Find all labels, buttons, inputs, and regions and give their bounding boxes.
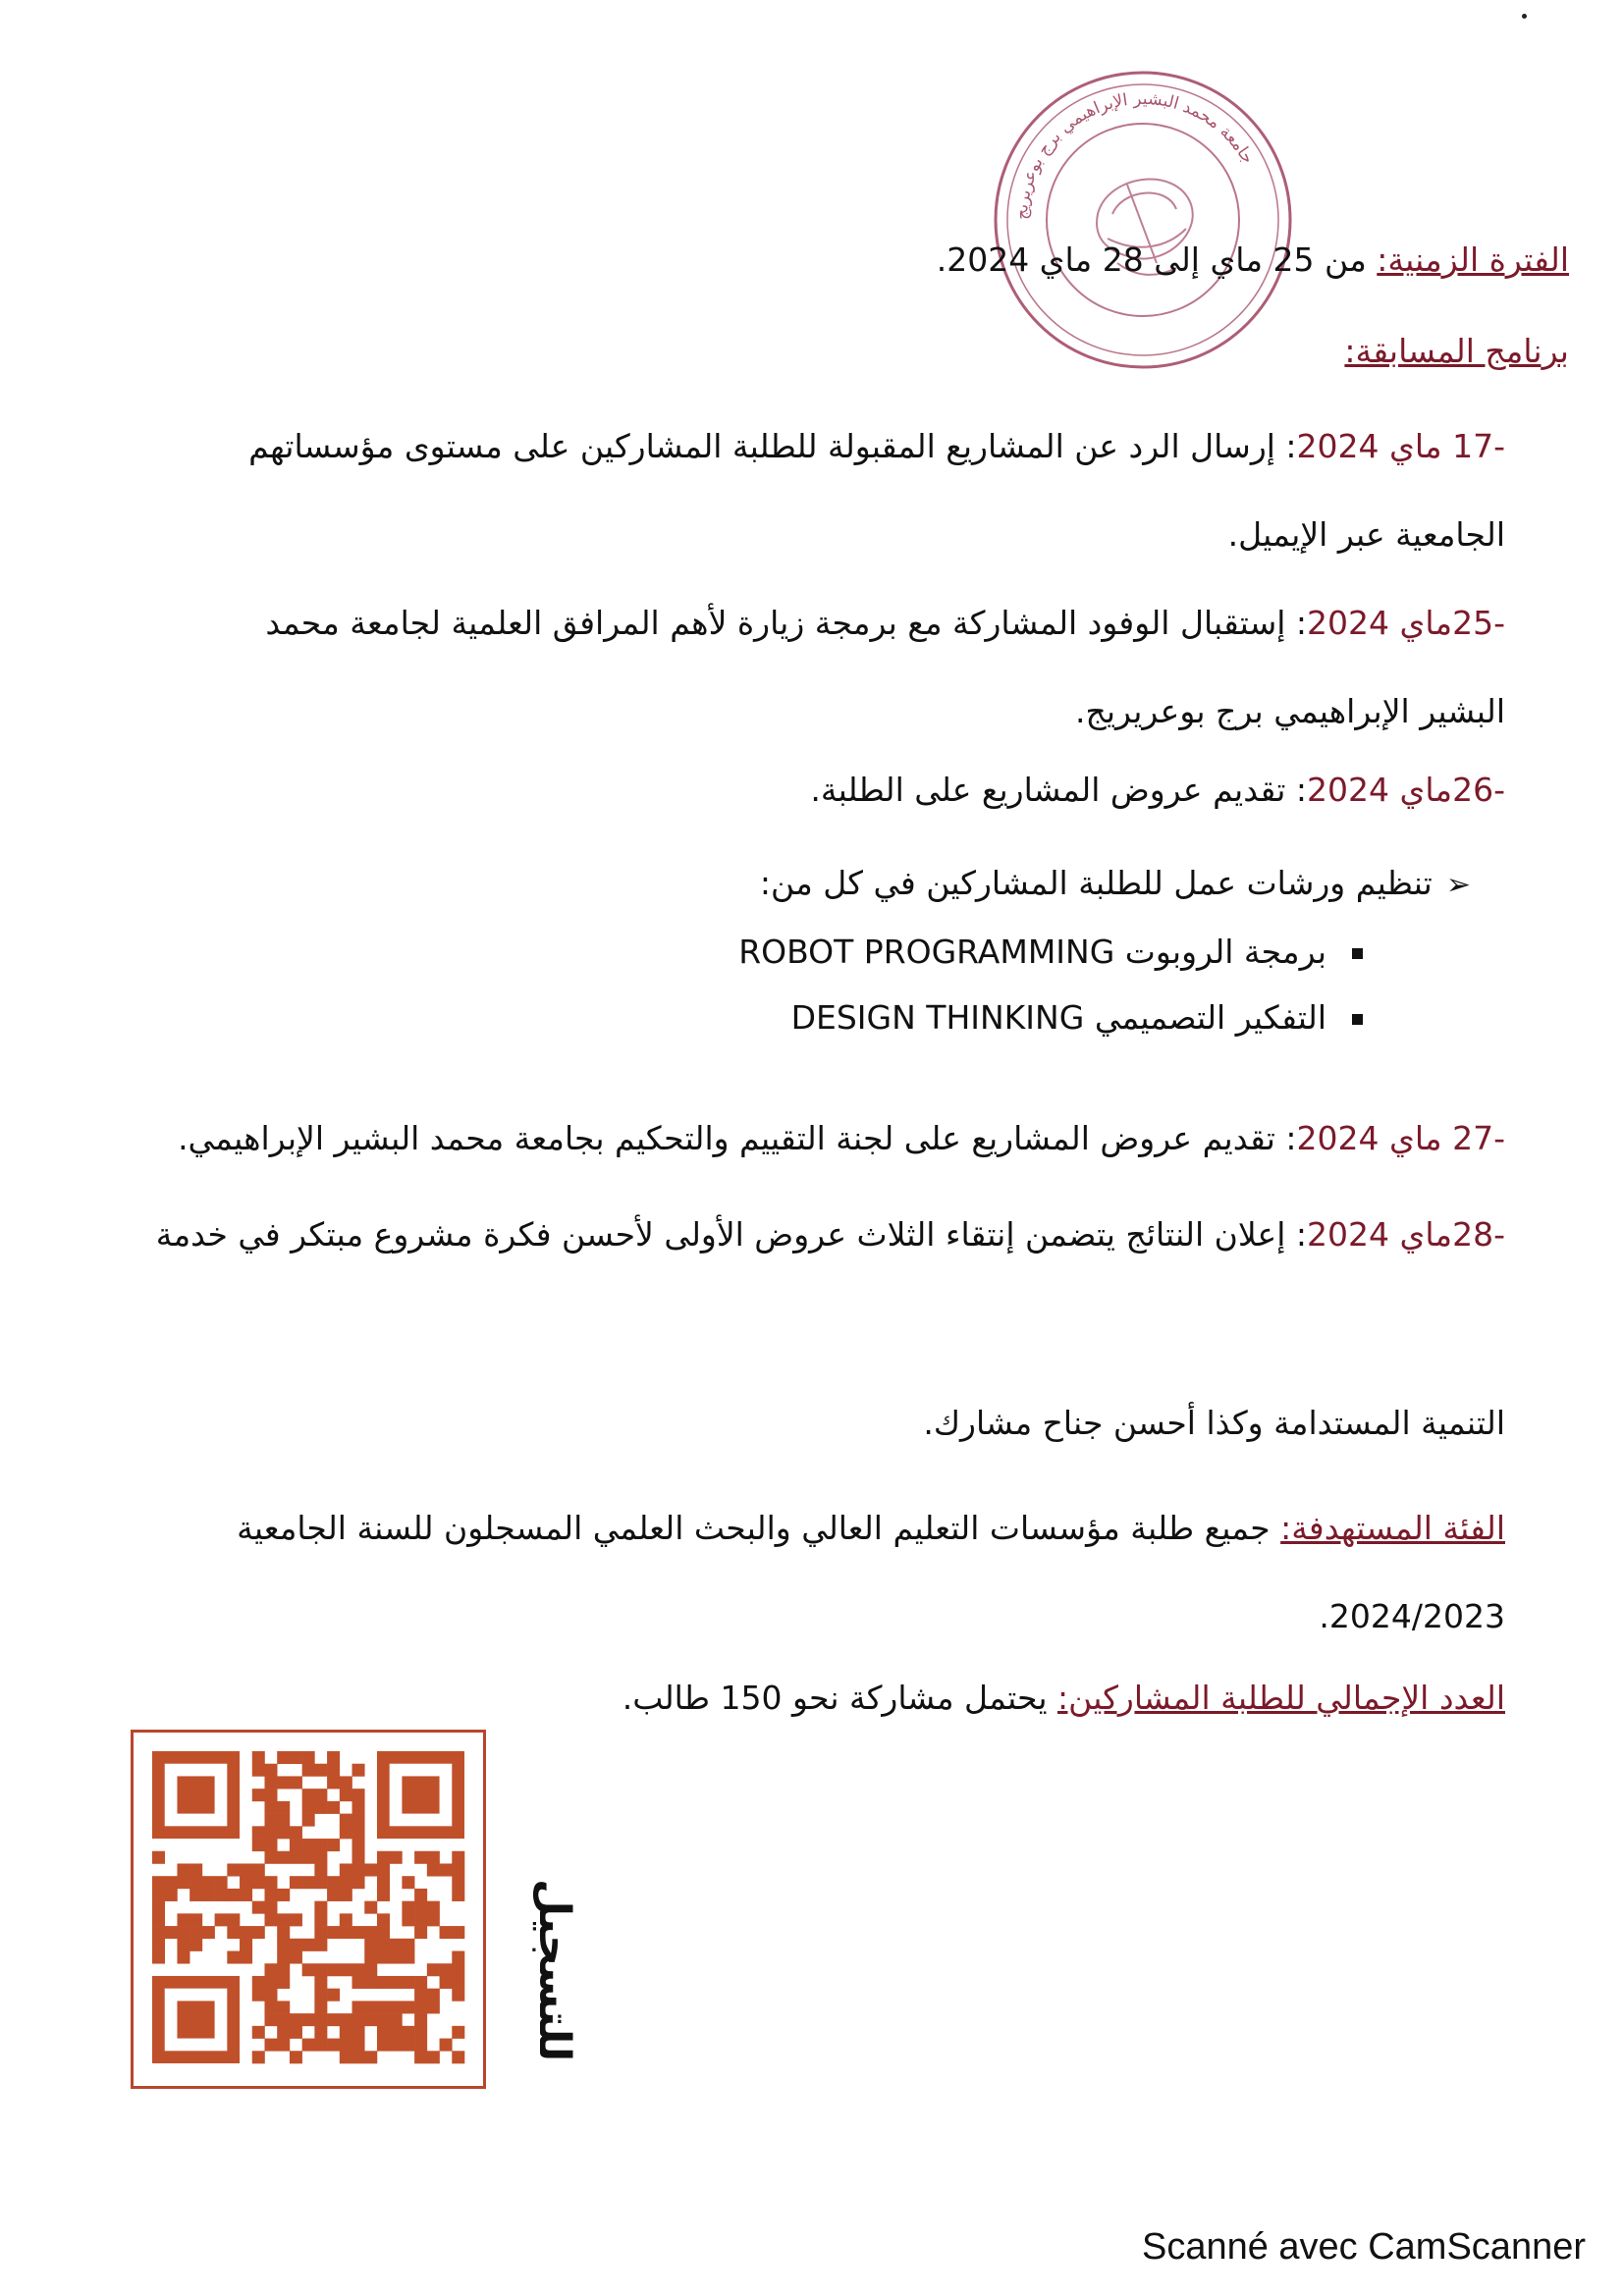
qr-module <box>390 2013 403 2026</box>
qr-module <box>302 1963 315 1976</box>
qr-module <box>189 1863 202 1876</box>
qr-module <box>452 1989 464 2002</box>
qr-module <box>264 1826 277 1839</box>
qr-module <box>264 1963 277 1976</box>
schedule-date: -28ماي 2024 <box>1307 1215 1505 1254</box>
qr-module <box>314 1863 327 1876</box>
qr-module <box>277 1926 290 1939</box>
schedule-date: -26ماي 2024 <box>1307 771 1505 809</box>
qr-module <box>414 2001 427 2013</box>
qr-module <box>202 1876 215 1889</box>
period-label: الفترة الزمنية: <box>1377 240 1569 279</box>
qr-finder-core <box>177 1776 214 1813</box>
qr-module <box>277 1913 290 1926</box>
workshops-intro-text: تنظيم ورشات عمل للطلبة المشاركين في كل من: <box>759 864 1433 902</box>
qr-finder-core <box>177 2001 214 2038</box>
qr-module <box>277 2026 290 2039</box>
qr-module <box>177 1926 189 1939</box>
qr-module <box>314 1764 327 1777</box>
qr-module <box>302 2039 315 2052</box>
qr-module <box>414 2013 427 2026</box>
qr-module <box>377 1863 390 1876</box>
qr-module <box>452 1851 464 1864</box>
qr-module <box>314 2013 327 2026</box>
qr-module <box>427 2051 440 2063</box>
qr-module <box>364 2013 377 2026</box>
qr-module <box>352 2013 365 2026</box>
qr-module <box>377 1939 390 1951</box>
qr-module <box>352 1963 365 1976</box>
qr-module <box>327 1926 340 1939</box>
qr-module <box>352 2051 365 2063</box>
schedule-text: : إعلان النتائج يتضمن إنتقاء الثلاث عروض الأولى لأحسن فكرة مشروع مبتكر في خدمة <box>155 1215 1308 1254</box>
qr-module <box>452 1876 464 1889</box>
qr-module <box>252 2026 265 2039</box>
qr-module <box>390 2001 403 2013</box>
qr-module <box>440 1863 453 1876</box>
qr-module <box>352 1926 365 1939</box>
qr-module <box>177 1913 189 1926</box>
qr-module <box>240 1939 252 1951</box>
qr-module <box>327 1876 340 1889</box>
qr-module <box>340 1963 352 1976</box>
qr-module <box>327 1963 340 1976</box>
qr-module <box>252 1839 265 1851</box>
qr-module <box>314 1939 327 1951</box>
qr-module <box>215 1913 228 1926</box>
qr-module <box>364 2051 377 2063</box>
qr-module <box>227 1951 240 1964</box>
qr-module <box>314 1801 327 1814</box>
qr-module <box>264 1814 277 1827</box>
qr-module <box>277 1963 290 1976</box>
qr-module <box>264 2013 277 2026</box>
qr-module <box>290 1839 302 1851</box>
qr-code-graphic <box>131 1730 486 2089</box>
qr-module <box>452 1963 464 1976</box>
qr-module <box>252 1976 265 1989</box>
qr-module <box>327 1764 340 1777</box>
qr-module <box>277 1826 290 1839</box>
qr-module <box>215 1889 228 1901</box>
schedule-item-25 <box>199 579 1505 756</box>
qr-module <box>377 1976 390 1989</box>
qr-module <box>177 1876 189 1889</box>
qr-module <box>264 1901 277 1914</box>
qr-module <box>264 1976 277 1989</box>
qr-module <box>364 1939 377 1951</box>
qr-module <box>264 1801 277 1814</box>
qr-module <box>277 1976 290 1989</box>
qr-module <box>352 2026 365 2039</box>
qr-module <box>340 1863 352 1876</box>
qr-module <box>452 1976 464 1989</box>
qr-module <box>452 1951 464 1964</box>
qr-module <box>264 2001 277 2013</box>
schedule-item-26 <box>810 771 1505 810</box>
qr-module <box>314 1789 327 1801</box>
qr-module <box>290 2051 302 2063</box>
qr-module <box>377 1876 390 1889</box>
qr-module <box>252 1764 265 1777</box>
camscanner-watermark: Scanné avec CamScanner <box>1141 2226 1586 2268</box>
qr-module <box>314 1839 327 1851</box>
qr-module <box>189 1876 202 1889</box>
qr-module <box>352 1789 365 1801</box>
qr-module <box>290 2013 302 2026</box>
qr-module <box>440 1976 453 1989</box>
qr-module <box>314 1901 327 1914</box>
qr-module <box>402 2001 414 2013</box>
qr-module <box>364 1976 377 1989</box>
schedule-date: -27 ماي 2024 <box>1296 1119 1505 1157</box>
qr-module <box>402 1913 414 1926</box>
qr-module <box>152 1889 165 1901</box>
qr-module <box>327 1776 340 1789</box>
total-label: العدد الإجمالي للطلبة المشاركين: <box>1057 1679 1505 1717</box>
qr-module <box>152 1951 165 1964</box>
qr-module <box>414 1889 427 1901</box>
qr-module <box>377 2013 390 2026</box>
qr-module <box>340 1926 352 1939</box>
qr-module <box>277 2013 290 2026</box>
qr-module <box>390 2026 403 2039</box>
qr-module <box>264 1989 277 2002</box>
qr-module <box>352 1851 365 1864</box>
qr-module <box>440 1963 453 1976</box>
qr-module <box>290 1939 302 1951</box>
qr-module <box>327 1889 340 1901</box>
qr-module <box>352 2039 365 2052</box>
schedule-date: -25ماي 2024 <box>1307 604 1505 642</box>
qr-module <box>414 1901 427 1914</box>
qr-module <box>277 2039 290 2052</box>
schedule-item-28 <box>156 1215 1505 1255</box>
qr-module <box>452 1889 464 1901</box>
qr-module <box>152 1901 165 1914</box>
qr-module <box>302 1814 315 1827</box>
qr-module <box>340 1889 352 1901</box>
qr-module <box>327 1751 340 1764</box>
qr-module <box>177 1951 189 1964</box>
qr-module <box>252 1751 265 1764</box>
qr-module <box>377 1926 390 1939</box>
qr-module <box>452 1926 464 1939</box>
qr-module <box>165 1889 178 1901</box>
workshop-item <box>791 998 1363 1038</box>
qr-module <box>240 1863 252 1876</box>
qr-module <box>402 1951 414 1964</box>
qr-module <box>390 1939 403 1951</box>
qr-module <box>252 1901 265 1914</box>
qr-module <box>227 1913 240 1926</box>
qr-module <box>390 1976 403 1989</box>
qr-module <box>240 1951 252 1964</box>
qr-finder-core <box>402 1776 439 1813</box>
qr-module <box>327 1989 340 2002</box>
qr-module <box>290 1851 302 1864</box>
qr-module <box>440 1926 453 1939</box>
qr-module <box>314 1976 327 1989</box>
qr-module <box>377 1951 390 1964</box>
qr-module <box>302 1839 315 1851</box>
qr-module <box>327 1801 340 1814</box>
program-heading <box>1344 332 1569 371</box>
qr-module <box>427 1901 440 1914</box>
qr-module <box>264 2039 277 2052</box>
qr-module <box>390 1951 403 1964</box>
qr-module <box>189 1889 202 1901</box>
qr-module <box>314 1851 327 1864</box>
qr-module <box>352 1764 365 1777</box>
qr-module <box>189 1913 202 1926</box>
qr-module <box>264 1913 277 1926</box>
registration-label: للتسجيل <box>529 1878 579 2061</box>
qr-module <box>414 1926 427 1939</box>
total-participants <box>622 1679 1505 1718</box>
qr-module <box>240 1876 252 1889</box>
workshop-en: DESIGN THINKING <box>790 998 1085 1037</box>
qr-module <box>427 1863 440 1876</box>
qr-module <box>314 1876 327 1889</box>
qr-module <box>252 1789 265 1801</box>
qr-module <box>252 1826 265 1839</box>
total-text: يحتمل مشاركة نحو 150 طالب. <box>622 1679 1058 1717</box>
qr-module <box>152 1926 165 1939</box>
qr-module <box>452 1863 464 1876</box>
qr-module <box>264 1889 277 1901</box>
scan-speck <box>1522 14 1527 19</box>
qr-module <box>302 2013 315 2026</box>
qr-module <box>377 1851 390 1864</box>
qr-module <box>277 1939 290 1951</box>
qr-module <box>364 2001 377 2013</box>
qr-module <box>215 1876 228 1889</box>
qr-module <box>302 1764 315 1777</box>
square-bullet-icon <box>1352 948 1363 959</box>
qr-module <box>302 1751 315 1764</box>
qr-module <box>302 1801 315 1814</box>
qr-module <box>177 1939 189 1951</box>
qr-module <box>277 1814 290 1827</box>
qr-module <box>252 1863 265 1876</box>
qr-module <box>152 1913 165 1926</box>
qr-module <box>352 1814 365 1827</box>
schedule-date: -17 ماي 2024 <box>1296 427 1505 465</box>
qr-module <box>414 1851 427 1864</box>
qr-module <box>165 1876 178 1889</box>
qr-module <box>314 2039 327 2052</box>
schedule-text: : تقديم عروض المشاريع على الطلبة. <box>810 771 1308 809</box>
schedule-text: : إستقبال الوفود المشاركة مع برمجة زيارة لأهم المرافق العلمية لجامعة محمد البشير الإبراهيمي برج بوعريريج. <box>265 604 1505 730</box>
qr-module <box>152 1876 165 1889</box>
qr-module <box>452 2026 464 2039</box>
qr-module <box>364 1901 377 1914</box>
period-value: من 25 ماي إلى 28 ماي 2024. <box>936 240 1367 279</box>
qr-module <box>290 1876 302 1889</box>
qr-module <box>277 1801 290 1814</box>
qr-module <box>290 1913 302 1926</box>
qr-module <box>352 1863 365 1876</box>
qr-module <box>402 1939 414 1951</box>
qr-module <box>189 1926 202 1939</box>
qr-module <box>414 2051 427 2063</box>
qr-module <box>402 2039 414 2052</box>
qr-module <box>227 1926 240 1939</box>
qr-module <box>427 1851 440 1864</box>
workshop-ar: التفكير التصميمي <box>1094 998 1326 1037</box>
qr-module <box>327 2039 340 2052</box>
qr-module <box>152 1939 165 1951</box>
qr-module <box>227 1863 240 1876</box>
qr-module <box>302 1851 315 1864</box>
qr-module <box>290 2026 302 2039</box>
qr-module <box>427 2001 440 2013</box>
workshop-en: ROBOT PROGRAMMING <box>738 933 1115 971</box>
schedule-text: : تقديم عروض المشاريع على لجنة التقييم والتحكيم بجامعة محمد البشير الإبراهيمي. <box>178 1119 1297 1157</box>
workshops-intro <box>760 864 1471 903</box>
qr-module <box>402 1976 414 1989</box>
qr-module <box>252 1926 265 1939</box>
target-label: الفئة المستهدفة: <box>1280 1509 1505 1547</box>
qr-module <box>340 2051 352 2063</box>
qr-module <box>277 1889 290 1901</box>
qr-module <box>264 1764 277 1777</box>
qr-module <box>314 2026 327 2039</box>
qr-module <box>177 1863 189 1876</box>
qr-module <box>377 1913 390 1926</box>
qr-module <box>340 1876 352 1889</box>
continuation-text: التنمية المستدامة وكذا أحسن جناح مشارك. <box>923 1404 1505 1442</box>
qr-module <box>264 1839 277 1851</box>
qr-module <box>340 1814 352 1827</box>
qr-module <box>290 1776 302 1789</box>
qr-module <box>252 1989 265 2002</box>
qr-module <box>314 1913 327 1926</box>
program-label: برنامج المسابقة: <box>1344 332 1569 370</box>
qr-module <box>352 1839 365 1851</box>
period-line <box>937 240 1569 280</box>
qr-module <box>252 2051 265 2063</box>
qr-module <box>352 1801 365 1814</box>
qr-module <box>364 1963 377 1976</box>
schedule-text: : إرسال الرد عن المشاريع المقبولة للطلبة المشاركين على مستوى مؤسساتهم الجامعية عبر الإيميل. <box>248 427 1505 554</box>
qr-module <box>414 1989 427 2002</box>
qr-module <box>402 2026 414 2039</box>
workshop-ar: برمجة الروبوت <box>1124 933 1326 971</box>
qr-module <box>202 1889 215 1901</box>
qr-module <box>352 1876 365 1889</box>
qr-module <box>314 1989 327 2002</box>
schedule-item-17 <box>199 402 1505 579</box>
qr-module <box>327 2013 340 2026</box>
qr-module <box>390 2039 403 2052</box>
qr-module <box>427 1913 440 1926</box>
qr-module <box>377 2001 390 2013</box>
qr-module <box>277 1751 290 1764</box>
qr-module <box>377 1889 390 1901</box>
qr-module <box>377 2026 390 2039</box>
qr-module <box>202 1926 215 1939</box>
qr-module <box>427 1989 440 2002</box>
qr-module <box>264 1776 277 1789</box>
qr-module <box>452 2051 464 2063</box>
qr-module <box>290 1826 302 1839</box>
qr-module <box>440 2039 453 2052</box>
qr-module <box>314 1926 327 1939</box>
qr-module <box>227 1889 240 1901</box>
qr-module <box>364 1951 377 1964</box>
qr-module <box>377 2039 390 2052</box>
workshop-item <box>738 933 1363 972</box>
qr-module <box>277 1951 290 1964</box>
qr-module <box>390 1851 403 1864</box>
qr-module <box>264 1876 277 1889</box>
qr-module <box>340 2026 352 2039</box>
qr-module <box>340 2039 352 2052</box>
qr-module <box>277 2001 290 2013</box>
qr-module <box>414 1976 427 1989</box>
square-bullet-icon <box>1352 1014 1363 1025</box>
qr-module <box>414 2039 427 2052</box>
stamp-text: جامعة محمد البشير الإبراهيمي برج بوعريريج <box>1011 88 1258 221</box>
qr-module <box>302 1876 315 1889</box>
qr-module <box>314 1963 327 1976</box>
qr-module <box>352 1976 365 1989</box>
qr-module <box>340 1913 352 1926</box>
qr-module <box>277 1851 290 1864</box>
qr-module <box>302 1789 315 1801</box>
qr-module <box>364 1926 377 1939</box>
registration-qr-code[interactable] <box>131 1730 486 2089</box>
qr-module <box>240 1926 252 1939</box>
qr-module <box>290 1751 302 1764</box>
arrow-bullet-icon: ➢ <box>1445 868 1471 902</box>
qr-module <box>364 1863 377 1876</box>
qr-module <box>152 1851 165 1864</box>
target-text: جميع طلبة مؤسسات التعليم العالي والبحث العلمي المسجلون للسنة الجامعية 2024/2023. <box>237 1509 1505 1635</box>
qr-module <box>414 1913 427 1926</box>
qr-module <box>414 2026 427 2039</box>
qr-module <box>327 1839 340 1851</box>
qr-module <box>252 1876 265 1889</box>
qr-module <box>352 1826 365 1839</box>
qr-module <box>314 2001 327 2013</box>
qr-module <box>277 1776 290 1789</box>
qr-module <box>264 1851 277 1864</box>
qr-module <box>340 1789 352 1801</box>
qr-module <box>189 1939 202 1951</box>
target-group <box>199 1484 1505 1661</box>
qr-module <box>302 1939 315 1951</box>
qr-module <box>165 1926 178 1939</box>
qr-module <box>264 1789 277 1801</box>
qr-module <box>240 1889 252 1901</box>
qr-module <box>427 1963 440 1976</box>
schedule-item-27 <box>178 1119 1505 1158</box>
qr-module <box>402 1876 414 1889</box>
qr-module <box>352 2001 365 2013</box>
qr-module <box>340 1826 352 1839</box>
qr-module <box>402 1901 414 1914</box>
qr-module <box>340 2013 352 2026</box>
qr-module <box>340 1776 352 1789</box>
official-stamp <box>990 67 1296 373</box>
qr-module <box>290 1951 302 1964</box>
